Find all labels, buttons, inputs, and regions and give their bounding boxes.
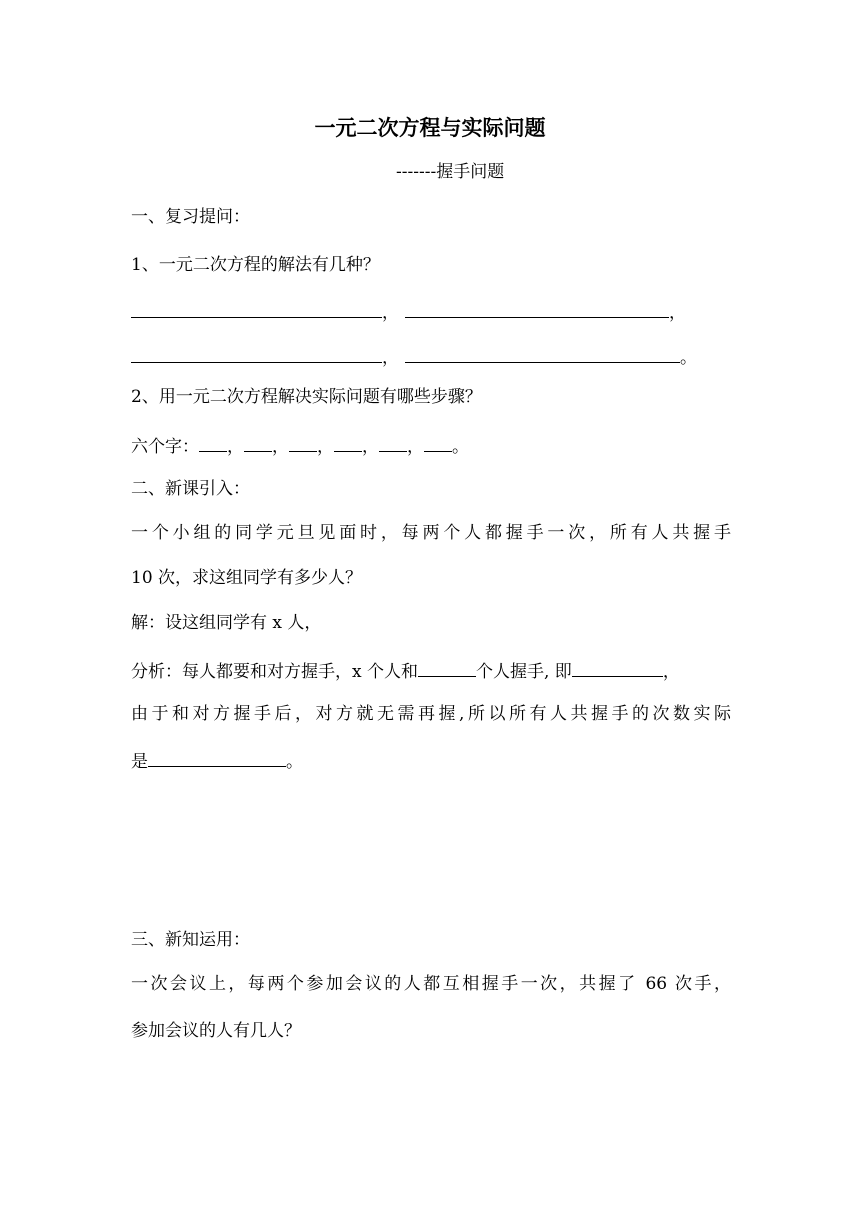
- problem-text-line: 10 次，求这组同学有多少人？: [131, 568, 363, 588]
- step-blank[interactable]: [199, 432, 227, 452]
- step-blank[interactable]: [379, 432, 407, 452]
- answer-blank[interactable]: [572, 657, 663, 677]
- step-blank[interactable]: [334, 432, 362, 452]
- comma: ，: [407, 437, 424, 457]
- section1-heading: 一、复习提问：: [131, 207, 250, 227]
- question-1: 1、一元二次方程的解法有几种？: [131, 255, 380, 275]
- analysis-row: [131, 747, 303, 774]
- section3-heading: 三、新知运用：: [131, 930, 250, 950]
- comma: ，: [662, 662, 680, 682]
- answer-blank[interactable]: [418, 657, 476, 677]
- question-2: 2、用一元二次方程解决实际问题有哪些步骤？: [131, 387, 482, 407]
- step-blank[interactable]: [244, 432, 272, 452]
- solution-text: 解：设这组同学有 x 人，: [131, 613, 322, 633]
- analysis-row: [131, 657, 680, 684]
- comma: ，: [382, 348, 399, 368]
- step-blank[interactable]: [289, 432, 317, 452]
- analysis-text-line: 由于和对方握手后，对方就无需再握,所以所有人共握手的次数实际: [131, 704, 731, 724]
- analysis-text: 个人握手, 即: [476, 662, 572, 682]
- page-subtitle: -------握手问题: [396, 162, 505, 182]
- answer-blank[interactable]: [405, 298, 669, 318]
- six-steps-label: 六个字：: [131, 437, 199, 457]
- analysis-text: 分析：每人都要和对方握手，x 个人和: [131, 662, 418, 682]
- answer-row-2: [131, 343, 697, 370]
- period: 。: [452, 437, 469, 457]
- problem-text-line: 一次会议上，每两个参加会议的人都互相握手一次，共握了 66 次手，: [131, 974, 731, 994]
- answer-blank[interactable]: [148, 747, 286, 767]
- answer-row-1: [131, 298, 686, 325]
- problem-text-line: 一个小组的同学元旦见面时，每两个人都握手一次，所有人共握手: [131, 523, 731, 543]
- analysis-text: 是: [131, 752, 148, 772]
- comma: ，: [227, 437, 244, 457]
- problem-text-line: 参加会议的人有几人？: [131, 1021, 301, 1041]
- answer-blank[interactable]: [405, 343, 680, 363]
- answer-blank[interactable]: [131, 298, 382, 318]
- comma: ，: [272, 437, 289, 457]
- answer-blank[interactable]: [131, 343, 382, 363]
- comma: ，: [317, 437, 334, 457]
- page-title: 一元二次方程与实际问题: [314, 115, 546, 140]
- comma: ，: [382, 303, 399, 323]
- section2-heading: 二、新课引入：: [131, 479, 250, 499]
- step-blank[interactable]: [424, 432, 452, 452]
- comma: ，: [362, 437, 379, 457]
- six-steps-row: [131, 432, 469, 459]
- period: 。: [680, 348, 697, 368]
- comma: ，: [669, 303, 686, 323]
- period: 。: [286, 752, 303, 772]
